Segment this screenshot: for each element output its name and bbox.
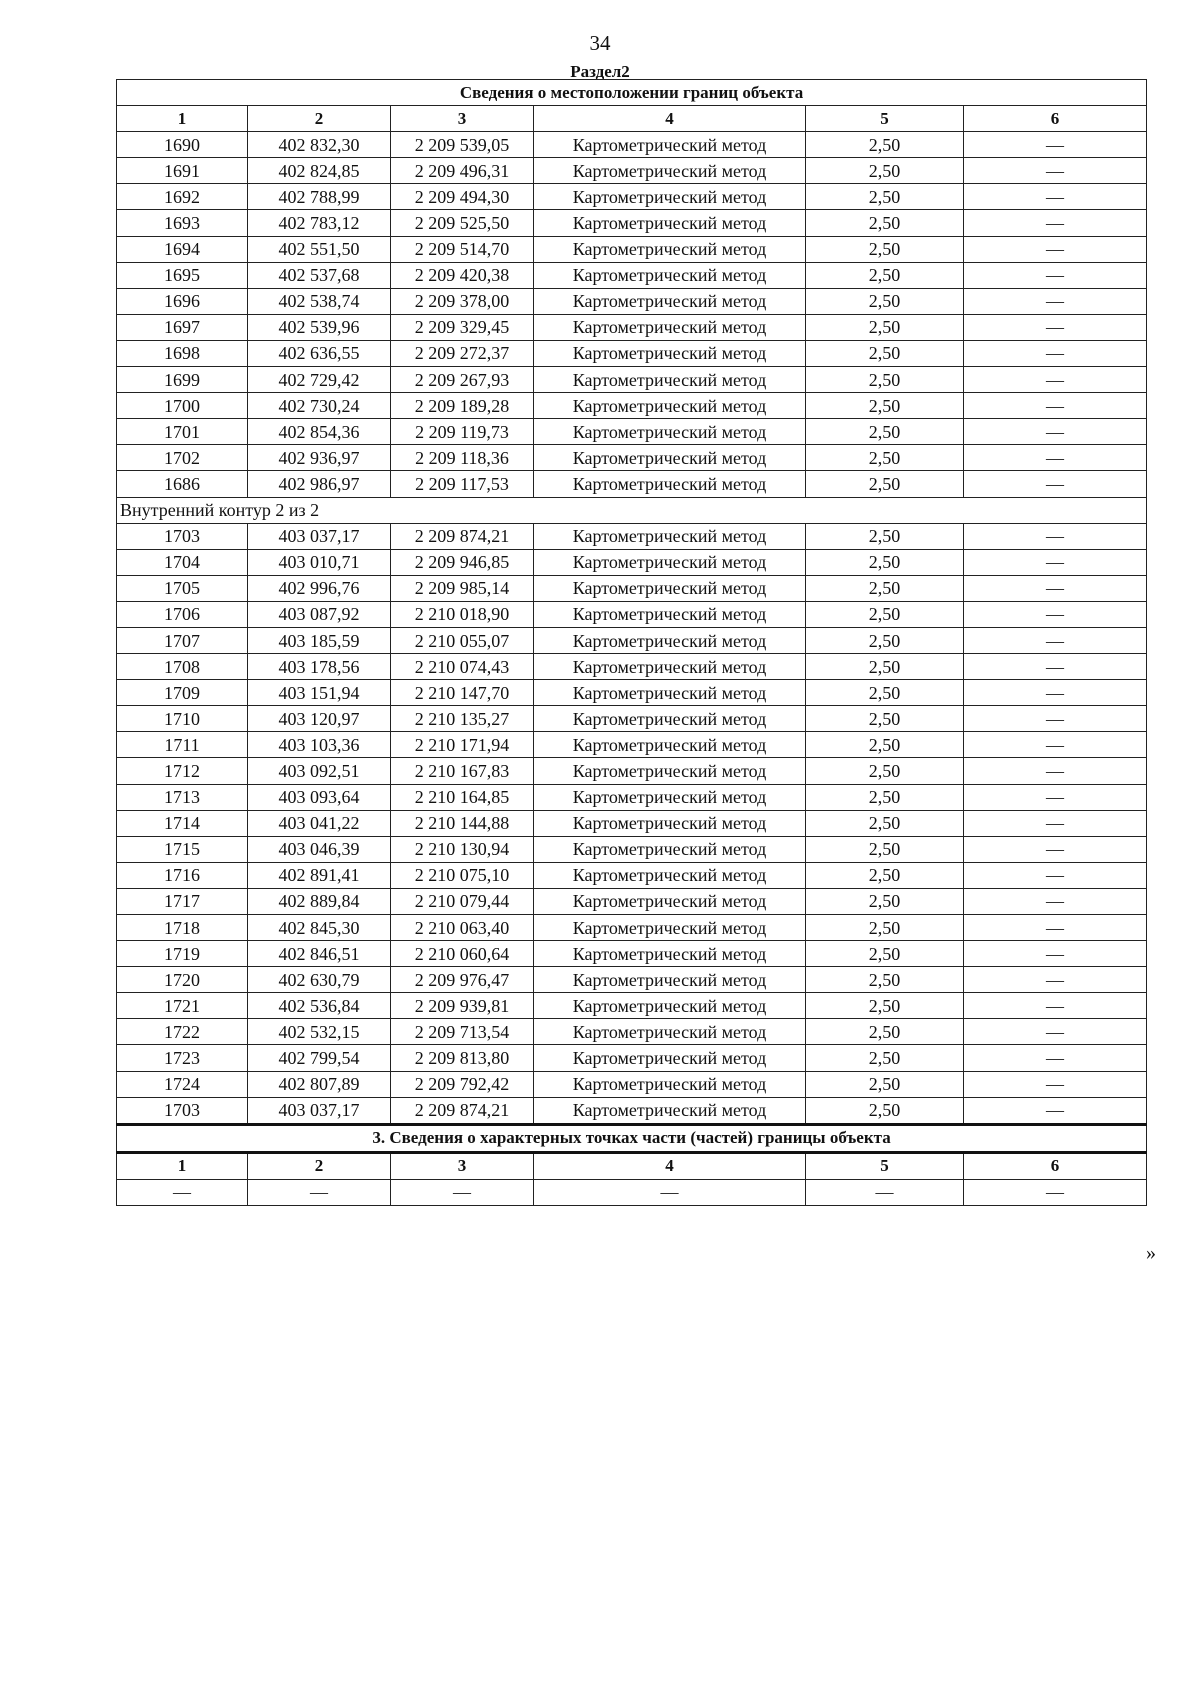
accuracy-cell: — [806,1179,964,1205]
x-coord-cell: 402 788,99 [248,184,391,210]
description-cell: — [964,836,1147,862]
method-cell: Картометрический метод [534,706,806,732]
table-row [117,915,1147,941]
x-coord-cell: 403 037,17 [248,523,391,549]
description-cell: — [964,967,1147,993]
y-coord-cell: 2 209 119,73 [391,419,534,445]
point-number-cell: 1713 [117,784,248,810]
table-title-row [117,80,1147,106]
x-coord-cell: 402 730,24 [248,393,391,419]
description-cell: — [964,367,1147,393]
table-row [117,471,1147,497]
x-coord-cell: 402 824,85 [248,158,391,184]
accuracy-cell: 2,50 [806,288,964,314]
y-coord-cell: 2 209 813,80 [391,1045,534,1071]
accuracy-cell: 2,50 [806,184,964,210]
accuracy-cell: 2,50 [806,601,964,627]
table-row [117,158,1147,184]
accuracy-cell: 2,50 [806,1019,964,1045]
closing-quote: » [1146,1242,1156,1264]
description-cell: — [964,471,1147,497]
table2-title-row [117,1124,1147,1152]
y-coord-cell: 2 209 378,00 [391,288,534,314]
x-coord-cell: 402 799,54 [248,1045,391,1071]
table-row [117,445,1147,471]
x-coord-cell: 402 807,89 [248,1071,391,1097]
point-number-cell: 1711 [117,732,248,758]
x-coord-cell: 402 986,97 [248,471,391,497]
y-coord-cell: 2 210 018,90 [391,601,534,627]
y-coord-cell: 2 209 189,28 [391,393,534,419]
accuracy-cell: 2,50 [806,210,964,236]
x-coord-cell: 403 093,64 [248,784,391,810]
point-number-cell: 1721 [117,993,248,1019]
column-number: 2 [248,1152,391,1179]
method-cell: Картометрический метод [534,184,806,210]
description-cell: — [964,236,1147,262]
description-cell: — [964,1179,1147,1205]
description-cell: — [964,523,1147,549]
description-cell: — [964,393,1147,419]
x-coord-cell: 402 630,79 [248,967,391,993]
point-number-cell: 1698 [117,340,248,366]
x-coord-cell: 403 087,92 [248,601,391,627]
table-row [117,680,1147,706]
method-cell: Картометрический метод [534,1097,806,1124]
y-coord-cell: 2 210 074,43 [391,654,534,680]
point-number-cell: 1722 [117,1019,248,1045]
column-number: 1 [117,106,248,132]
table-row [117,314,1147,340]
point-number-cell: — [117,1179,248,1205]
table-row [117,862,1147,888]
accuracy-cell: 2,50 [806,445,964,471]
point-number-cell: 1715 [117,836,248,862]
method-cell: Картометрический метод [534,941,806,967]
column-number: 4 [534,1152,806,1179]
table-row [117,758,1147,784]
description-cell: — [964,888,1147,914]
description-cell: — [964,784,1147,810]
table-row [117,262,1147,288]
table-row [117,654,1147,680]
table-row [117,601,1147,627]
method-cell: Картометрический метод [534,393,806,419]
table-row [117,1019,1147,1045]
point-number-cell: 1703 [117,1097,248,1124]
y-coord-cell: 2 209 539,05 [391,132,534,158]
description-cell: — [964,1071,1147,1097]
accuracy-cell: 2,50 [806,393,964,419]
accuracy-cell: 2,50 [806,132,964,158]
method-cell: Картометрический метод [534,471,806,497]
table-row [117,967,1147,993]
point-number-cell: 1702 [117,445,248,471]
x-coord-cell: 402 936,97 [248,445,391,471]
description-cell: — [964,941,1147,967]
y-coord-cell: 2 209 976,47 [391,967,534,993]
point-number-cell: 1697 [117,314,248,340]
point-number-cell: 1700 [117,393,248,419]
table-row [117,549,1147,575]
point-number-cell: 1705 [117,575,248,601]
table-row [117,288,1147,314]
x-coord-cell: 403 103,36 [248,732,391,758]
description-cell: — [964,445,1147,471]
accuracy-cell: 2,50 [806,915,964,941]
table-row [117,993,1147,1019]
point-number-cell: 1704 [117,549,248,575]
table-row [117,340,1147,366]
column-number: 6 [964,106,1147,132]
accuracy-cell: 2,50 [806,262,964,288]
description-cell: — [964,993,1147,1019]
point-number-cell: 1699 [117,367,248,393]
point-number-cell: 1701 [117,419,248,445]
description-cell: — [964,340,1147,366]
accuracy-cell: 2,50 [806,810,964,836]
point-number-cell: 1718 [117,915,248,941]
accuracy-cell: 2,50 [806,419,964,445]
point-number-cell: 1695 [117,262,248,288]
x-coord-cell: 403 185,59 [248,627,391,653]
y-coord-cell: 2 209 792,42 [391,1071,534,1097]
table-row [117,888,1147,914]
column-number: 5 [806,1152,964,1179]
column-number-row [117,106,1147,132]
contour-label-row [117,497,1147,523]
point-number-cell: 1691 [117,158,248,184]
point-number-cell: 1714 [117,810,248,836]
x-coord-cell: 402 854,36 [248,419,391,445]
table-row [117,732,1147,758]
method-cell: Картометрический метод [534,967,806,993]
y-coord-cell: 2 209 267,93 [391,367,534,393]
description-cell: — [964,810,1147,836]
method-cell: Картометрический метод [534,601,806,627]
description-cell: — [964,158,1147,184]
x-coord-cell: 403 046,39 [248,836,391,862]
accuracy-cell: 2,50 [806,941,964,967]
description-cell: — [964,680,1147,706]
method-cell: Картометрический метод [534,993,806,1019]
y-coord-cell: — [391,1179,534,1205]
method-cell: Картометрический метод [534,1045,806,1071]
x-coord-cell: 403 037,17 [248,1097,391,1124]
accuracy-cell: 2,50 [806,862,964,888]
x-coord-cell: 402 537,68 [248,262,391,288]
x-coord-cell: 402 729,42 [248,367,391,393]
method-cell: Картометрический метод [534,627,806,653]
description-cell: — [964,549,1147,575]
description-cell: — [964,314,1147,340]
description-cell: — [964,210,1147,236]
table-title: Сведения о местоположении границ объекта [117,80,1147,106]
y-coord-cell: 2 209 985,14 [391,575,534,601]
y-coord-cell: 2 209 525,50 [391,210,534,236]
column-number: 2 [248,106,391,132]
x-coord-cell: 402 538,74 [248,288,391,314]
description-cell: — [964,262,1147,288]
description-cell: — [964,732,1147,758]
method-cell: Картометрический метод [534,132,806,158]
point-number-cell: 1723 [117,1045,248,1071]
point-number-cell: 1694 [117,236,248,262]
contour-label: Внутренний контур 2 из 2 [117,497,1147,523]
accuracy-cell: 2,50 [806,732,964,758]
method-cell: Картометрический метод [534,915,806,941]
y-coord-cell: 2 209 514,70 [391,236,534,262]
y-coord-cell: 2 210 079,44 [391,888,534,914]
x-coord-cell: 402 536,84 [248,993,391,1019]
y-coord-cell: 2 210 164,85 [391,784,534,810]
point-number-cell: 1690 [117,132,248,158]
y-coord-cell: 2 210 167,83 [391,758,534,784]
y-coord-cell: 2 210 171,94 [391,732,534,758]
point-number-cell: 1706 [117,601,248,627]
accuracy-cell: 2,50 [806,784,964,810]
point-number-cell: 1686 [117,471,248,497]
accuracy-cell: 2,50 [806,1071,964,1097]
table-row [117,236,1147,262]
table-row [117,836,1147,862]
x-coord-cell: 402 846,51 [248,941,391,967]
y-coord-cell: 2 209 874,21 [391,1097,534,1124]
table-row [117,706,1147,732]
accuracy-cell: 2,50 [806,888,964,914]
table-row [117,575,1147,601]
y-coord-cell: 2 209 329,45 [391,314,534,340]
accuracy-cell: 2,50 [806,1045,964,1071]
y-coord-cell: 2 209 117,53 [391,471,534,497]
table-row [117,132,1147,158]
description-cell: — [964,1045,1147,1071]
x-coord-cell: 403 041,22 [248,810,391,836]
method-cell: Картометрический метод [534,288,806,314]
table2-column-number-row [117,1152,1147,1179]
y-coord-cell: 2 210 075,10 [391,862,534,888]
y-coord-cell: 2 209 494,30 [391,184,534,210]
table-row [117,1071,1147,1097]
accuracy-cell: 2,50 [806,523,964,549]
x-coord-cell: 402 532,15 [248,1019,391,1045]
y-coord-cell: 2 210 135,27 [391,706,534,732]
method-cell: Картометрический метод [534,862,806,888]
table-row [117,810,1147,836]
method-cell: Картометрический метод [534,1019,806,1045]
table-row [117,184,1147,210]
method-cell: — [534,1179,806,1205]
column-number: 3 [391,1152,534,1179]
table-row [117,1045,1147,1071]
accuracy-cell: 2,50 [806,627,964,653]
y-coord-cell: 2 209 939,81 [391,993,534,1019]
method-cell: Картометрический метод [534,810,806,836]
y-coord-cell: 2 209 946,85 [391,549,534,575]
accuracy-cell: 2,50 [806,575,964,601]
method-cell: Картометрический метод [534,340,806,366]
x-coord-cell: 402 891,41 [248,862,391,888]
point-number-cell: 1696 [117,288,248,314]
method-cell: Картометрический метод [534,758,806,784]
accuracy-cell: 2,50 [806,967,964,993]
table-row [117,210,1147,236]
point-number-cell: 1712 [117,758,248,784]
method-cell: Картометрический метод [534,732,806,758]
method-cell: Картометрический метод [534,836,806,862]
description-cell: — [964,862,1147,888]
method-cell: Картометрический метод [534,680,806,706]
accuracy-cell: 2,50 [806,654,964,680]
table-row [117,784,1147,810]
method-cell: Картометрический метод [534,314,806,340]
description-cell: — [964,1019,1147,1045]
table-row [117,1179,1147,1205]
description-cell: — [964,1097,1147,1124]
method-cell: Картометрический метод [534,888,806,914]
y-coord-cell: 2 209 496,31 [391,158,534,184]
point-number-cell: 1707 [117,627,248,653]
y-coord-cell: 2 210 147,70 [391,680,534,706]
y-coord-cell: 2 209 272,37 [391,340,534,366]
table-row [117,627,1147,653]
point-number-cell: 1692 [117,184,248,210]
accuracy-cell: 2,50 [806,367,964,393]
accuracy-cell: 2,50 [806,314,964,340]
y-coord-cell: 2 210 060,64 [391,941,534,967]
description-cell: — [964,184,1147,210]
method-cell: Картометрический метод [534,236,806,262]
method-cell: Картометрический метод [534,210,806,236]
x-coord-cell: 402 845,30 [248,915,391,941]
x-coord-cell: 403 151,94 [248,680,391,706]
accuracy-cell: 2,50 [806,158,964,184]
method-cell: Картометрический метод [534,523,806,549]
point-number-cell: 1724 [117,1071,248,1097]
accuracy-cell: 2,50 [806,706,964,732]
accuracy-cell: 2,50 [806,758,964,784]
description-cell: — [964,627,1147,653]
table-row [117,367,1147,393]
method-cell: Картометрический метод [534,1071,806,1097]
point-number-cell: 1719 [117,941,248,967]
point-number-cell: 1720 [117,967,248,993]
y-coord-cell: 2 209 874,21 [391,523,534,549]
accuracy-cell: 2,50 [806,680,964,706]
y-coord-cell: 2 210 130,94 [391,836,534,862]
page-number: 34 [589,31,611,55]
method-cell: Картометрический метод [534,419,806,445]
accuracy-cell: 2,50 [806,993,964,1019]
y-coord-cell: 2 210 144,88 [391,810,534,836]
x-coord-cell: 402 996,76 [248,575,391,601]
table-row [117,941,1147,967]
description-cell: — [964,758,1147,784]
point-number-cell: 1709 [117,680,248,706]
x-coord-cell: 402 636,55 [248,340,391,366]
y-coord-cell: 2 209 420,38 [391,262,534,288]
method-cell: Картометрический метод [534,262,806,288]
y-coord-cell: 2 210 055,07 [391,627,534,653]
x-coord-cell: 402 551,50 [248,236,391,262]
description-cell: — [964,915,1147,941]
method-cell: Картометрический метод [534,158,806,184]
table-row [117,523,1147,549]
column-number: 1 [117,1152,248,1179]
table-row [117,1097,1147,1124]
point-number-cell: 1703 [117,523,248,549]
x-coord-cell: 403 178,56 [248,654,391,680]
table-row [117,393,1147,419]
boundary-table [116,79,1147,1206]
point-number-cell: 1710 [117,706,248,732]
x-coord-cell: 402 783,12 [248,210,391,236]
description-cell: — [964,601,1147,627]
method-cell: Картометрический метод [534,575,806,601]
x-coord-cell: 402 539,96 [248,314,391,340]
accuracy-cell: 2,50 [806,340,964,366]
description-cell: — [964,654,1147,680]
x-coord-cell: 402 832,30 [248,132,391,158]
y-coord-cell: 2 210 063,40 [391,915,534,941]
column-number: 6 [964,1152,1147,1179]
method-cell: Картометрический метод [534,445,806,471]
description-cell: — [964,288,1147,314]
method-cell: Картометрический метод [534,784,806,810]
description-cell: — [964,706,1147,732]
accuracy-cell: 2,50 [806,471,964,497]
y-coord-cell: 2 209 118,36 [391,445,534,471]
accuracy-cell: 2,50 [806,836,964,862]
column-number: 5 [806,106,964,132]
y-coord-cell: 2 209 713,54 [391,1019,534,1045]
x-coord-cell: 403 092,51 [248,758,391,784]
accuracy-cell: 2,50 [806,236,964,262]
accuracy-cell: 2,50 [806,549,964,575]
x-coord-cell: 403 120,97 [248,706,391,732]
table2-title: 3. Сведения о характерных точках части (частей) границы объекта [117,1124,1147,1152]
x-coord-cell: 402 889,84 [248,888,391,914]
point-number-cell: 1717 [117,888,248,914]
point-number-cell: 1693 [117,210,248,236]
description-cell: — [964,575,1147,601]
accuracy-cell: 2,50 [806,1097,964,1124]
column-number: 4 [534,106,806,132]
x-coord-cell: — [248,1179,391,1205]
description-cell: — [964,132,1147,158]
method-cell: Картометрический метод [534,654,806,680]
method-cell: Картометрический метод [534,367,806,393]
point-number-cell: 1708 [117,654,248,680]
column-number: 3 [391,106,534,132]
method-cell: Картометрический метод [534,549,806,575]
description-cell: — [964,419,1147,445]
x-coord-cell: 403 010,71 [248,549,391,575]
point-number-cell: 1716 [117,862,248,888]
table-row [117,419,1147,445]
section-label: Раздел2 [570,62,630,81]
